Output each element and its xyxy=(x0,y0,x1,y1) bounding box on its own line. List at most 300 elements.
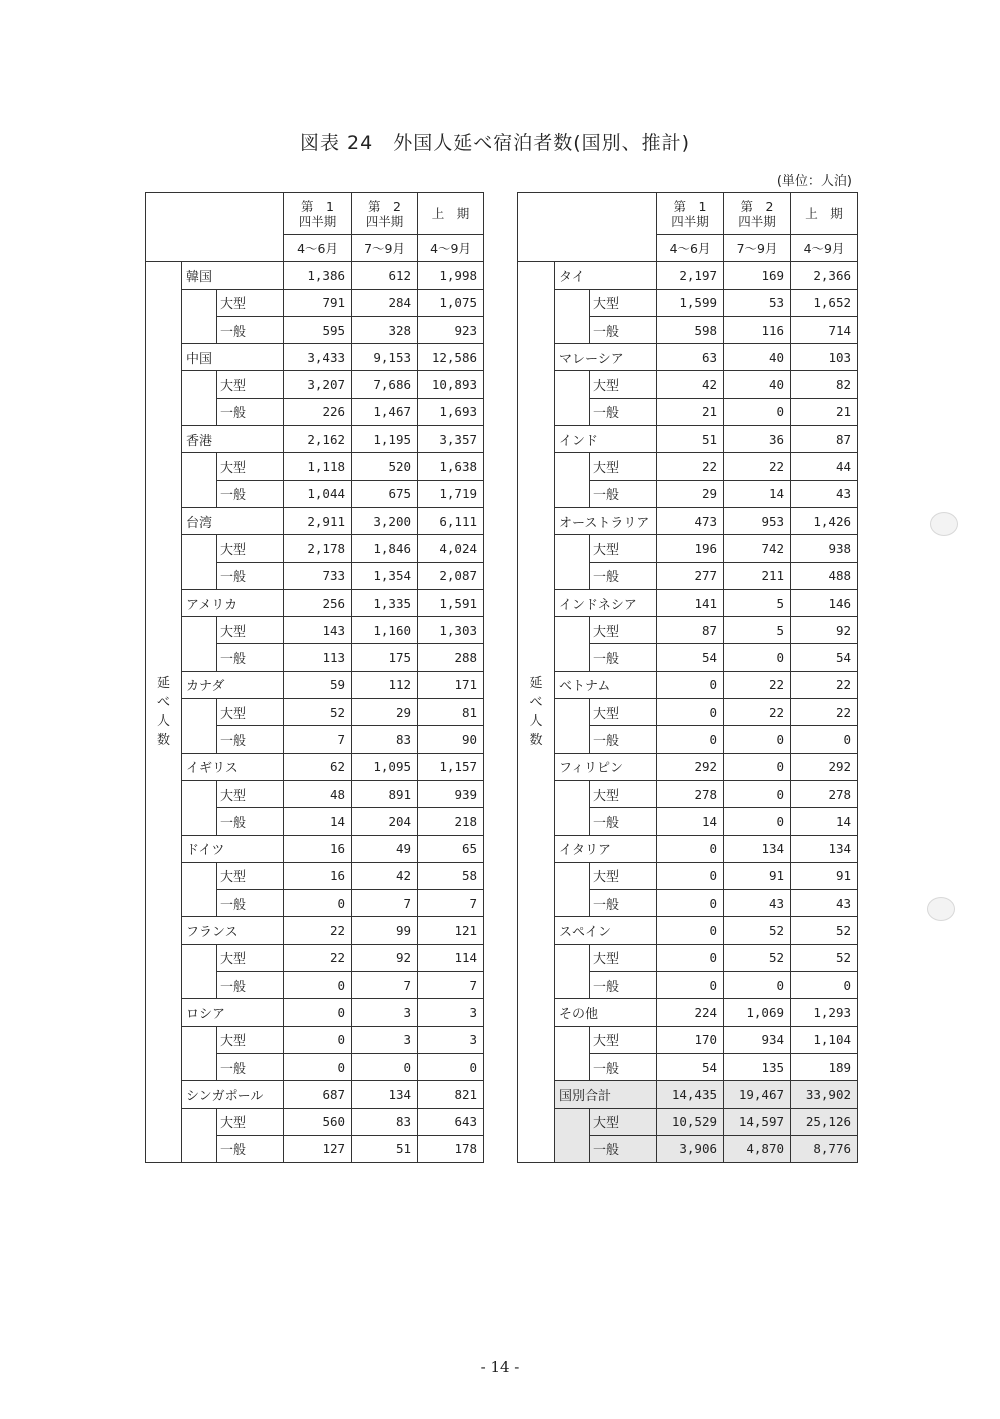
value-cell: 42 xyxy=(352,862,418,889)
value-cell: 1,157 xyxy=(418,753,484,780)
table-row xyxy=(518,753,858,780)
sub-label: 大型 xyxy=(217,1108,284,1135)
table-row xyxy=(518,671,858,698)
header-q2-period: 7～9月 xyxy=(724,235,791,262)
table-row xyxy=(146,289,484,316)
value-cell: 0 xyxy=(657,726,724,753)
country-label: 中国 xyxy=(182,344,284,371)
value-cell: 0 xyxy=(352,1053,418,1080)
value-cell: 52 xyxy=(791,917,858,944)
value-cell: 0 xyxy=(657,890,724,917)
value-cell: 22 xyxy=(724,671,791,698)
value-cell: 0 xyxy=(724,972,791,999)
value-cell: 1,467 xyxy=(352,398,418,425)
country-label: ロシア xyxy=(182,999,284,1026)
value-cell: 10,529 xyxy=(657,1108,724,1135)
header-row xyxy=(518,193,858,235)
value-cell: 1,693 xyxy=(418,398,484,425)
value-cell: 1,118 xyxy=(284,453,352,480)
value-cell: 116 xyxy=(724,316,791,343)
table-row xyxy=(518,426,858,453)
sub-label: 大型 xyxy=(590,780,657,807)
country-label: スペイン xyxy=(555,917,657,944)
value-cell: 7 xyxy=(418,972,484,999)
table-row xyxy=(518,507,858,534)
header-q1: 第 1 四半期 xyxy=(284,193,352,235)
value-cell: 52 xyxy=(284,699,352,726)
value-cell: 43 xyxy=(791,890,858,917)
value-cell: 643 xyxy=(418,1108,484,1135)
value-cell: 0 xyxy=(724,753,791,780)
value-cell: 5 xyxy=(724,589,791,616)
value-cell: 687 xyxy=(284,1081,352,1108)
value-cell: 733 xyxy=(284,562,352,589)
value-cell: 14 xyxy=(791,808,858,835)
side-label-char: 人 xyxy=(156,714,170,730)
value-cell: 0 xyxy=(724,808,791,835)
value-cell: 0 xyxy=(418,1053,484,1080)
value-cell: 7 xyxy=(418,890,484,917)
country-label: 台湾 xyxy=(182,507,284,534)
value-cell: 175 xyxy=(352,644,418,671)
header-h1: 上 期 xyxy=(791,193,858,235)
sub-label: 大型 xyxy=(217,944,284,971)
indent-cell xyxy=(182,535,217,590)
value-cell: 59 xyxy=(284,671,352,698)
header-q1-period: 4～6月 xyxy=(284,235,352,262)
value-cell: 83 xyxy=(352,726,418,753)
value-cell: 54 xyxy=(657,1053,724,1080)
country-label: マレーシア xyxy=(555,344,657,371)
side-label-char: べ xyxy=(529,695,543,711)
value-cell: 9,153 xyxy=(352,344,418,371)
country-label: フィリピン xyxy=(555,753,657,780)
table-row xyxy=(518,999,858,1026)
country-label: イギリス xyxy=(182,753,284,780)
indent-cell xyxy=(555,780,590,835)
country-label: ドイツ xyxy=(182,835,284,862)
sub-label: 大型 xyxy=(590,453,657,480)
header-row xyxy=(146,193,484,235)
value-cell: 22 xyxy=(791,699,858,726)
value-cell: 1,354 xyxy=(352,562,418,589)
country-label: 香港 xyxy=(182,426,284,453)
sub-label: 一般 xyxy=(217,398,284,425)
value-cell: 189 xyxy=(791,1053,858,1080)
country-label: タイ xyxy=(555,262,657,289)
value-cell: 3,207 xyxy=(284,371,352,398)
value-cell: 22 xyxy=(284,917,352,944)
header-h1-period: 4～9月 xyxy=(418,235,484,262)
table-row xyxy=(146,944,484,971)
value-cell: 292 xyxy=(791,753,858,780)
table-row xyxy=(146,344,484,371)
sub-label: 一般 xyxy=(590,316,657,343)
value-cell: 5 xyxy=(724,617,791,644)
table-row xyxy=(518,589,858,616)
sub-label: 大型 xyxy=(590,944,657,971)
table-row xyxy=(518,1108,858,1135)
value-cell: 226 xyxy=(284,398,352,425)
value-cell: 134 xyxy=(352,1081,418,1108)
indent-cell xyxy=(555,617,590,672)
value-cell: 12,586 xyxy=(418,344,484,371)
table-row xyxy=(518,944,858,971)
value-cell: 81 xyxy=(418,699,484,726)
table-row xyxy=(146,917,484,944)
value-cell: 0 xyxy=(657,835,724,862)
header-q2: 第 2 四半期 xyxy=(724,193,791,235)
table-row xyxy=(518,699,858,726)
sub-label: 大型 xyxy=(217,699,284,726)
table-title: 図表 24 外国人延べ宿泊者数(国別、推計) xyxy=(300,132,691,154)
value-cell: 218 xyxy=(418,808,484,835)
country-label: イタリア xyxy=(555,835,657,862)
value-cell: 87 xyxy=(791,426,858,453)
value-cell: 328 xyxy=(352,316,418,343)
indent-cell xyxy=(182,371,217,426)
sub-label: 大型 xyxy=(217,617,284,644)
indent-cell xyxy=(182,780,217,835)
value-cell: 938 xyxy=(791,535,858,562)
table-row xyxy=(146,753,484,780)
value-cell: 742 xyxy=(724,535,791,562)
sub-label: 大型 xyxy=(217,289,284,316)
value-cell: 103 xyxy=(791,344,858,371)
value-cell: 113 xyxy=(284,644,352,671)
value-cell: 134 xyxy=(724,835,791,862)
table-row xyxy=(518,371,858,398)
value-cell: 1,160 xyxy=(352,617,418,644)
table-row xyxy=(518,862,858,889)
value-cell: 54 xyxy=(791,644,858,671)
value-cell: 3 xyxy=(418,1026,484,1053)
value-cell: 58 xyxy=(418,862,484,889)
value-cell: 40 xyxy=(724,371,791,398)
value-cell: 19,467 xyxy=(724,1081,791,1108)
right-table xyxy=(517,192,858,1163)
sub-label: 大型 xyxy=(590,289,657,316)
value-cell: 8,776 xyxy=(791,1135,858,1162)
value-cell: 92 xyxy=(791,617,858,644)
value-cell: 10,893 xyxy=(418,371,484,398)
country-label: ベトナム xyxy=(555,671,657,698)
table-row xyxy=(146,1081,484,1108)
indent-cell xyxy=(555,1108,590,1163)
value-cell: 51 xyxy=(657,426,724,453)
value-cell: 48 xyxy=(284,780,352,807)
value-cell: 3,200 xyxy=(352,507,418,534)
header-blank xyxy=(518,193,657,262)
sub-label: 一般 xyxy=(217,644,284,671)
value-cell: 143 xyxy=(284,617,352,644)
sub-label: 一般 xyxy=(590,1135,657,1162)
sub-label: 大型 xyxy=(217,371,284,398)
value-cell: 51 xyxy=(352,1135,418,1162)
value-cell: 0 xyxy=(284,972,352,999)
table-row xyxy=(146,835,484,862)
value-cell: 2,178 xyxy=(284,535,352,562)
header-q2-period: 7～9月 xyxy=(352,235,418,262)
side-label-char: べ xyxy=(156,695,170,711)
value-cell: 22 xyxy=(657,453,724,480)
table-row xyxy=(146,507,484,534)
value-cell: 0 xyxy=(791,972,858,999)
value-cell: 1,426 xyxy=(791,507,858,534)
sub-label: 一般 xyxy=(590,398,657,425)
indent-cell xyxy=(555,535,590,590)
indent-cell xyxy=(182,944,217,999)
value-cell: 178 xyxy=(418,1135,484,1162)
sub-label: 一般 xyxy=(217,316,284,343)
value-cell: 141 xyxy=(657,589,724,616)
value-cell: 2,366 xyxy=(791,262,858,289)
value-cell: 0 xyxy=(657,944,724,971)
indent-cell xyxy=(555,371,590,426)
sub-label: 一般 xyxy=(217,562,284,589)
table-row xyxy=(146,371,484,398)
value-cell: 0 xyxy=(657,972,724,999)
value-cell: 127 xyxy=(284,1135,352,1162)
sub-label: 一般 xyxy=(217,1053,284,1080)
table-row xyxy=(146,535,484,562)
value-cell: 520 xyxy=(352,453,418,480)
value-cell: 288 xyxy=(418,644,484,671)
indent-cell xyxy=(182,617,217,672)
table-row xyxy=(146,453,484,480)
indent-cell xyxy=(182,699,217,754)
value-cell: 171 xyxy=(418,671,484,698)
value-cell: 92 xyxy=(352,944,418,971)
value-cell: 284 xyxy=(352,289,418,316)
value-cell: 1,075 xyxy=(418,289,484,316)
indent-cell xyxy=(182,1108,217,1163)
sub-label: 大型 xyxy=(590,371,657,398)
value-cell: 7 xyxy=(352,890,418,917)
value-cell: 196 xyxy=(657,535,724,562)
binder-hole-mark xyxy=(930,512,958,536)
value-cell: 3,357 xyxy=(418,426,484,453)
table-row xyxy=(146,1026,484,1053)
value-cell: 3 xyxy=(352,1026,418,1053)
value-cell: 3,433 xyxy=(284,344,352,371)
table-row xyxy=(518,535,858,562)
value-cell: 43 xyxy=(791,480,858,507)
sub-label: 一般 xyxy=(590,972,657,999)
value-cell: 14 xyxy=(284,808,352,835)
value-cell: 0 xyxy=(724,398,791,425)
value-cell: 791 xyxy=(284,289,352,316)
value-cell: 224 xyxy=(657,999,724,1026)
value-cell: 0 xyxy=(284,1053,352,1080)
value-cell: 14 xyxy=(657,808,724,835)
indent-cell xyxy=(182,1026,217,1081)
value-cell: 36 xyxy=(724,426,791,453)
table-row xyxy=(518,453,858,480)
table-row xyxy=(518,289,858,316)
header-h1: 上 期 xyxy=(418,193,484,235)
value-cell: 0 xyxy=(724,780,791,807)
value-cell: 0 xyxy=(284,1026,352,1053)
sub-label: 大型 xyxy=(590,862,657,889)
sub-label: 一般 xyxy=(590,562,657,589)
indent-cell xyxy=(555,289,590,344)
value-cell: 4,870 xyxy=(724,1135,791,1162)
value-cell: 43 xyxy=(724,890,791,917)
value-cell: 612 xyxy=(352,262,418,289)
sub-label: 大型 xyxy=(217,453,284,480)
side-label xyxy=(518,262,555,1163)
value-cell: 1,195 xyxy=(352,426,418,453)
sub-label: 一般 xyxy=(217,808,284,835)
value-cell: 52 xyxy=(791,944,858,971)
value-cell: 21 xyxy=(657,398,724,425)
country-label: アメリカ xyxy=(182,589,284,616)
value-cell: 121 xyxy=(418,917,484,944)
side-label-char: 延 xyxy=(529,676,543,692)
table-row xyxy=(146,262,484,289)
value-cell: 1,293 xyxy=(791,999,858,1026)
value-cell: 146 xyxy=(791,589,858,616)
country-label: 韓国 xyxy=(182,262,284,289)
value-cell: 16 xyxy=(284,835,352,862)
table-row xyxy=(146,999,484,1026)
header-q1: 第 1 四半期 xyxy=(657,193,724,235)
table-row xyxy=(146,426,484,453)
value-cell: 1,846 xyxy=(352,535,418,562)
table-row xyxy=(146,699,484,726)
value-cell: 821 xyxy=(418,1081,484,1108)
value-cell: 0 xyxy=(657,671,724,698)
value-cell: 0 xyxy=(657,699,724,726)
side-label-char: 数 xyxy=(156,733,170,749)
header-q1-period: 4～6月 xyxy=(657,235,724,262)
indent-cell xyxy=(182,289,217,344)
table-row xyxy=(146,1108,484,1135)
value-cell: 1,719 xyxy=(418,480,484,507)
table-row xyxy=(518,344,858,371)
value-cell: 7,686 xyxy=(352,371,418,398)
value-cell: 204 xyxy=(352,808,418,835)
value-cell: 473 xyxy=(657,507,724,534)
value-cell: 29 xyxy=(657,480,724,507)
value-cell: 52 xyxy=(724,917,791,944)
value-cell: 0 xyxy=(791,726,858,753)
value-cell: 560 xyxy=(284,1108,352,1135)
header-h1-period: 4～9月 xyxy=(791,235,858,262)
sub-label: 一般 xyxy=(590,644,657,671)
value-cell: 1,104 xyxy=(791,1026,858,1053)
value-cell: 0 xyxy=(724,726,791,753)
value-cell: 488 xyxy=(791,562,858,589)
sub-label: 大型 xyxy=(217,535,284,562)
value-cell: 14,597 xyxy=(724,1108,791,1135)
value-cell: 0 xyxy=(724,644,791,671)
value-cell: 0 xyxy=(284,999,352,1026)
value-cell: 1,998 xyxy=(418,262,484,289)
value-cell: 3 xyxy=(418,999,484,1026)
sub-label: 大型 xyxy=(217,780,284,807)
value-cell: 22 xyxy=(724,453,791,480)
value-cell: 63 xyxy=(657,344,724,371)
value-cell: 4,024 xyxy=(418,535,484,562)
value-cell: 62 xyxy=(284,753,352,780)
value-cell: 953 xyxy=(724,507,791,534)
value-cell: 1,652 xyxy=(791,289,858,316)
indent-cell xyxy=(182,453,217,508)
value-cell: 29 xyxy=(352,699,418,726)
sub-label: 一般 xyxy=(590,1053,657,1080)
value-cell: 112 xyxy=(352,671,418,698)
country-label: その他 xyxy=(555,999,657,1026)
table-row xyxy=(518,1081,858,1108)
value-cell: 114 xyxy=(418,944,484,971)
header-q2: 第 2 四半期 xyxy=(352,193,418,235)
table-row xyxy=(518,780,858,807)
value-cell: 1,335 xyxy=(352,589,418,616)
value-cell: 14,435 xyxy=(657,1081,724,1108)
table-row xyxy=(146,589,484,616)
value-cell: 22 xyxy=(284,944,352,971)
sub-label: 一般 xyxy=(217,972,284,999)
value-cell: 3,906 xyxy=(657,1135,724,1162)
left-table xyxy=(145,192,484,1163)
value-cell: 0 xyxy=(657,917,724,944)
table-row xyxy=(518,917,858,944)
sub-label: 大型 xyxy=(217,1026,284,1053)
value-cell: 714 xyxy=(791,316,858,343)
value-cell: 44 xyxy=(791,453,858,480)
value-cell: 1,095 xyxy=(352,753,418,780)
sub-label: 一般 xyxy=(217,1135,284,1162)
value-cell: 91 xyxy=(724,862,791,889)
value-cell: 891 xyxy=(352,780,418,807)
sub-label: 大型 xyxy=(217,862,284,889)
table-row xyxy=(518,262,858,289)
value-cell: 33,902 xyxy=(791,1081,858,1108)
value-cell: 277 xyxy=(657,562,724,589)
value-cell: 923 xyxy=(418,316,484,343)
value-cell: 1,303 xyxy=(418,617,484,644)
value-cell: 21 xyxy=(791,398,858,425)
value-cell: 2,197 xyxy=(657,262,724,289)
table-row xyxy=(146,617,484,644)
header-blank xyxy=(146,193,284,262)
value-cell: 91 xyxy=(791,862,858,889)
value-cell: 1,591 xyxy=(418,589,484,616)
table-row xyxy=(518,835,858,862)
value-cell: 278 xyxy=(791,780,858,807)
value-cell: 1,386 xyxy=(284,262,352,289)
unit-label: (単位：人泊) xyxy=(776,174,852,189)
value-cell: 53 xyxy=(724,289,791,316)
value-cell: 595 xyxy=(284,316,352,343)
table-row xyxy=(146,862,484,889)
value-cell: 1,599 xyxy=(657,289,724,316)
value-cell: 16 xyxy=(284,862,352,889)
indent-cell xyxy=(182,862,217,917)
value-cell: 87 xyxy=(657,617,724,644)
value-cell: 14 xyxy=(724,480,791,507)
side-label-char: 延 xyxy=(156,676,170,692)
value-cell: 22 xyxy=(724,699,791,726)
sub-label: 一般 xyxy=(217,480,284,507)
value-cell: 0 xyxy=(284,890,352,917)
sub-label: 大型 xyxy=(590,535,657,562)
value-cell: 2,087 xyxy=(418,562,484,589)
value-cell: 675 xyxy=(352,480,418,507)
value-cell: 82 xyxy=(791,371,858,398)
